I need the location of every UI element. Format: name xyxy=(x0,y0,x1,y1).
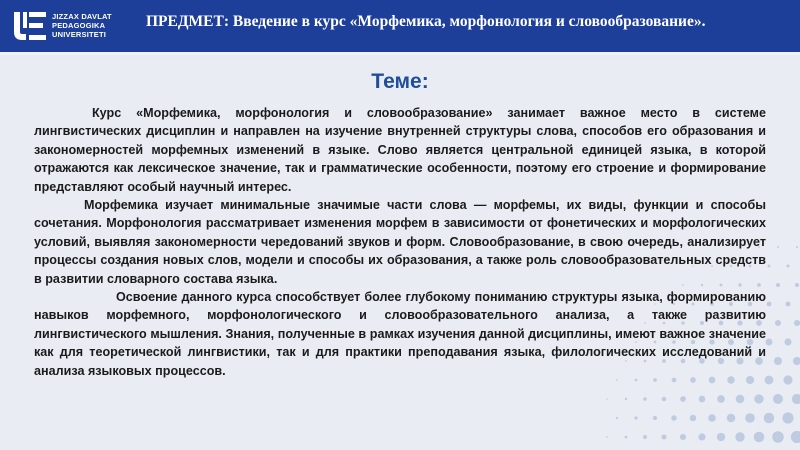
decor-dot xyxy=(782,412,793,423)
decor-dot xyxy=(736,395,745,404)
decor-dot xyxy=(717,433,725,441)
decor-dot xyxy=(680,434,686,440)
logo-line: JIZZAX DAVLAT xyxy=(52,12,112,21)
decor-dot xyxy=(773,394,783,404)
decor-dot xyxy=(698,433,705,440)
decor-dot xyxy=(643,397,647,401)
decor-dot xyxy=(653,416,657,420)
decor-dot xyxy=(772,431,784,443)
decor-dot xyxy=(783,375,792,384)
body-text xyxy=(34,104,766,380)
decor-dot xyxy=(754,432,765,443)
decor-dot xyxy=(767,302,772,307)
decor-dot xyxy=(792,394,800,404)
paragraph-course-intro: Курс «Морфемика, морфонология и словообразование» занимает важное место в системе лингвистических дисциплин и направлен на изучение внутренней структуры слова, способов его образования и закономерностей морфемных изменений в языке. Слово является центральной единицей языка, в которой отражаются как лексическое значение, так и грамматические особенности, поэтому его строение и формирование представляют особый научный интерес. xyxy=(34,106,766,194)
logo-line: PEDAGOGIKA xyxy=(52,21,106,30)
decor-dot xyxy=(777,246,779,248)
decor-dot xyxy=(643,435,647,439)
decor-dot xyxy=(786,264,789,267)
decor-dot xyxy=(699,396,706,403)
decor-dot xyxy=(796,246,798,248)
header-bar xyxy=(0,0,800,52)
decor-dot xyxy=(775,320,781,326)
topic-heading: Теме: xyxy=(371,70,429,93)
decor-dot xyxy=(690,415,697,422)
decor-dot xyxy=(776,283,780,287)
paragraph-course-value: Освоение данного курса способствует более глубокому пониманию структуры языка, формированию навыков морфемного, морфонологического и словообразовательного анализа, а также развитию лингвистического мышления. Знания, полученные в рамках изучения данной дисциплины, имеют важное значение как для теоретической лингвистики, так и для практики преподавания языка, филологических исследований и анализа языковых процессов. xyxy=(34,290,766,378)
decor-dot xyxy=(754,394,763,403)
paragraph-morphemics: Морфемика изучает минимальные значимые части слова — морфемы, их виды, функции и способы сочетания. Морфонология рассматривает изменения морфем в зависимости от фонетических и морфологических условий, выявляя закономерности чередований звуков и форм. Словообразование, в свою очередь, анализирует процессы создания новых слов, модели и способы их образования, а также роль словообразовательных средств в развитии словарного состава языка. xyxy=(34,198,766,286)
decor-dot xyxy=(708,414,716,422)
decor-dot xyxy=(795,283,799,287)
decor-dot xyxy=(784,338,791,345)
decor-dot xyxy=(727,414,736,423)
decor-dot xyxy=(625,398,627,400)
decor-dot xyxy=(793,357,800,365)
decor-dot xyxy=(661,434,666,439)
decor-dot xyxy=(671,415,676,420)
decor-dot xyxy=(794,320,800,326)
decor-dot xyxy=(768,265,771,268)
decor-dot xyxy=(634,416,637,419)
decor-dot xyxy=(766,339,773,346)
decor-dot xyxy=(616,417,618,419)
decor-dot xyxy=(625,436,628,439)
decor-dot xyxy=(662,397,667,402)
logo-mark-icon xyxy=(12,9,48,43)
logo-text xyxy=(52,12,132,39)
decor-dot xyxy=(606,436,608,438)
decor-dot xyxy=(791,431,800,443)
university-logo xyxy=(12,9,132,43)
decor-dot xyxy=(680,396,686,402)
decor-dot xyxy=(606,398,607,399)
decor-dot xyxy=(735,432,744,441)
logo-line: UNIVERSITETI xyxy=(52,30,107,39)
subject-title: ПРЕДМЕТ: Введение в курс «Морфемика, морфонология и словообразование». xyxy=(146,13,706,30)
decor-dot xyxy=(764,413,775,424)
decor-dot xyxy=(785,301,790,306)
header-divider xyxy=(0,52,800,55)
decor-dot xyxy=(745,413,755,423)
decor-dot xyxy=(717,395,725,403)
decor-dot xyxy=(774,357,782,365)
